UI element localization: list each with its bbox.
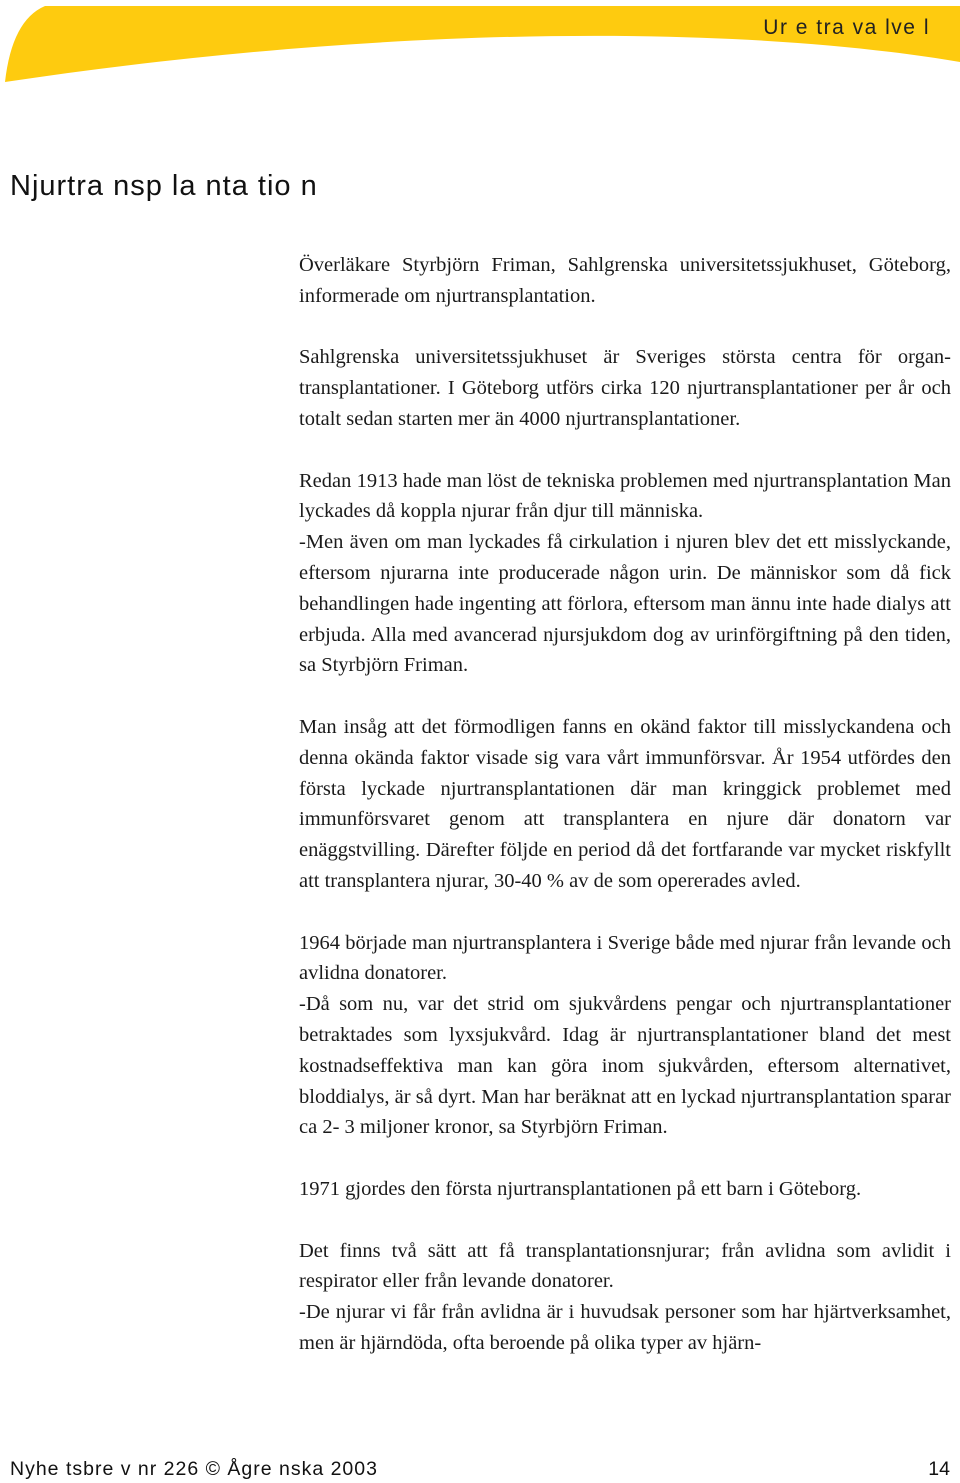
article-body <box>299 250 951 1359</box>
paragraph-1964: 1964 började man njurtransplantera i Sverige både med njurar från levande och avlidna donatorer. <box>299 931 951 985</box>
header-banner <box>0 0 960 90</box>
paragraph-quote-de: -De njurar vi får från avlidna är i huvudsak personer som har hjärtverksamhet, men är hjärndöda, ofta beroende på olika typer av hjärn- <box>299 1301 951 1354</box>
paragraph-1913: Redan 1913 hade man löst de tekniska problemen med njurtransplantation Man lyckades då koppla njurar från djur till människa. <box>299 469 951 523</box>
paragraph-sahlgrenska: Sahlgrenska universitetssjukhuset är Sveriges största centra för organtransplantationer. I Göteborg utförs cirka 120 njurtransplantationer per år och totalt sedan starten mer än 4000 njurtransplantationer. <box>299 346 951 430</box>
paragraph-intro: Överläkare Styrbjörn Friman, Sahlgrenska universitetssjukhuset, Göteborg, informerade om njurtransplantation. <box>299 254 951 307</box>
section-label: Ur e tra va lve l <box>763 16 930 39</box>
footer-publication: Nyhe tsbre v nr 226 © Ågre nska 2003 <box>10 1458 378 1480</box>
paragraph-1971: 1971 gjordes den första njurtransplantationen på ett barn i Göteborg. <box>299 1177 862 1200</box>
paragraph-quote-men: -Men även om man lyckades få cirkulation i njuren blev det ett misslyckande, eftersom njurarna inte producerade någon urin. De människor som då fick behandlingen hade ingenting att förlora, eftersom man ännu inte hade dialys att erbjuda. Alla med avancerad njursjukdom dog av urinförgiftning på den tiden, sa Styrbjörn Friman. <box>299 531 951 677</box>
paragraph-quote-da: -Då som nu, var det strid om sjukvårdens pengar och njurtransplantationer betraktades som lyxsjukvård. Idag är njurtransplantationer bland det mest kostnadseffektiva man kan göra inom sjukvården, eftersom alternativet, bloddialys, är så dyrt. Man har beräknat att en lyckad njurtransplantation sparar ca 2- 3 miljoner kronor, sa Styrbjörn Friman. <box>299 993 951 1139</box>
page-title: Njurtra nsp la nta tio n <box>10 170 318 202</box>
paragraph-immune: Man insåg att det förmodligen fanns en okänd faktor till misslyckandena och denna okända faktor visade sig vara vårt immunförsvar. År 1954 utfördes den första lyckade njurtransplantationen där man kringgick problemet med immunförsvaret genom att transplantera en njure där donatorn var enäggstvilling. Därefter följde en period då det fortfarande var mycket riskfyllt att transplantera njurar, 30-40 % av de som opererades avled. <box>299 715 951 892</box>
page-number: 14 <box>928 1458 950 1480</box>
paragraph-donors: Det finns två sätt att få transplantationsnjurar; från avlidna som avlidit i respirator eller från levande donatorer. <box>299 1239 951 1293</box>
